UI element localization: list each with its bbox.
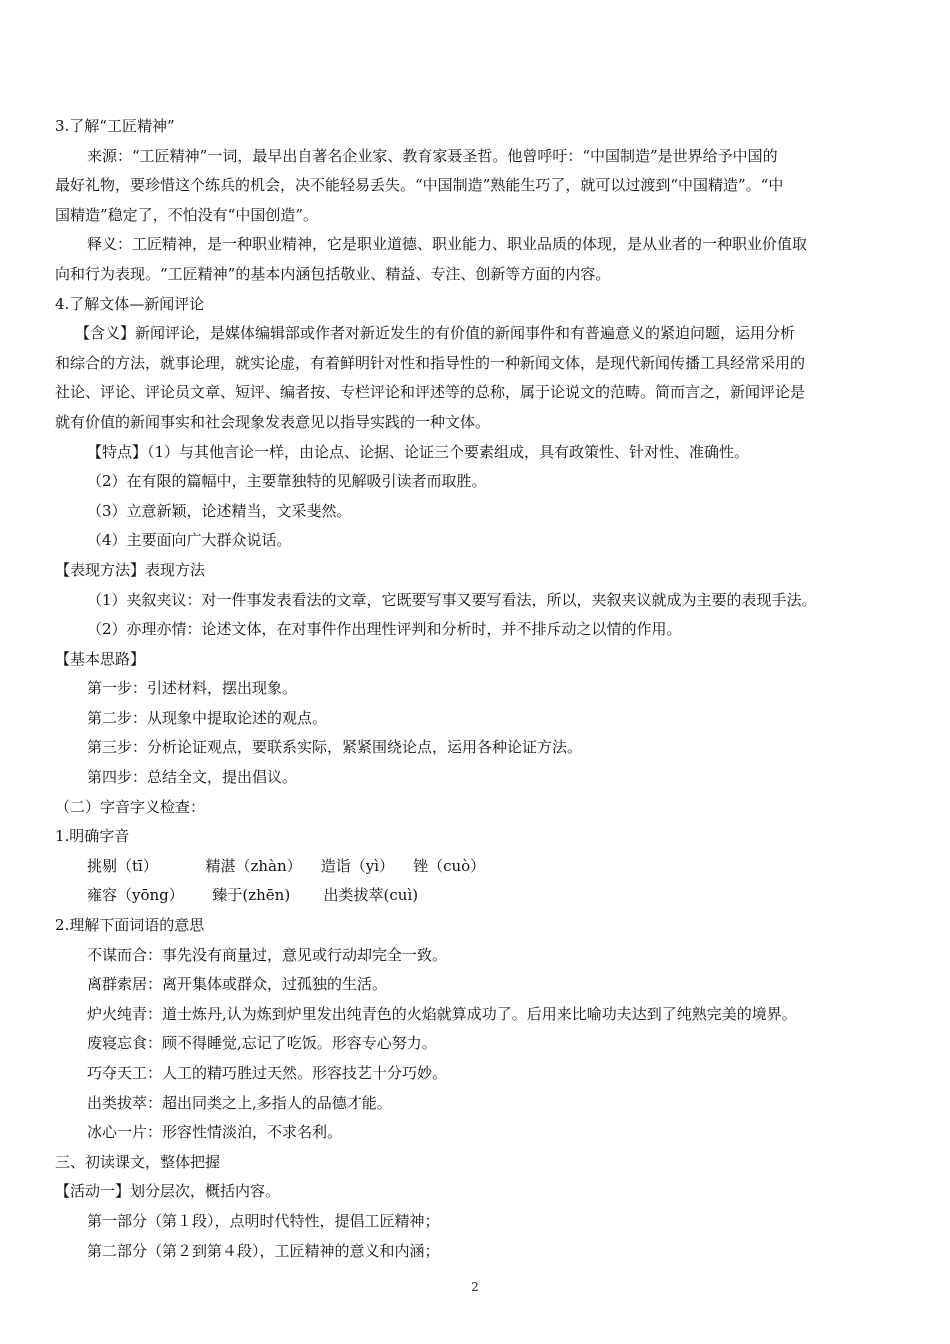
text-line: 挑剔（tī） 精湛（zhàn） 造诣（yì） 锉（cuò） bbox=[87, 856, 486, 875]
text-line: 社论、评论、评论员文章、短评、编者按、专栏评论和评述等的总称，属于论说文的范畴。简而言之，新闻评论是 bbox=[55, 383, 806, 402]
text-line: 不谋而合：事先没有商量过，意见或行动却完全一致。 bbox=[87, 945, 448, 964]
text-line: 2.理解下面词语的意思 bbox=[55, 916, 205, 935]
text-line: 第一部分（第１段），点明时代特性，提倡工匠精神； bbox=[87, 1211, 440, 1230]
text-line: （1）夹叙夹议：对一件事发表看法的文章，它既要写事又要写看法，所以，夹叙夹议就成为主要的表现手法。 bbox=[87, 590, 817, 609]
text-line: 冰心一片：形容性情淡泊，不求名利。 bbox=[87, 1123, 343, 1142]
text-line: 4.了解文体—新闻评论 bbox=[55, 294, 205, 313]
text-line: 【特点】（1）与其他言论一样，由论点、论据、论证三个要素组成，具有政策性、针对性、准确性。 bbox=[87, 442, 750, 461]
text-line: 炉火纯青：道士炼丹,认为炼到炉里发出纯青色的火焰就算成功了。后用来比喻功夫达到了纯熟完美的境界。 bbox=[87, 1004, 797, 1023]
text-line: 【活动一】划分层次，概括内容。 bbox=[55, 1182, 281, 1201]
text-line: 国精造”稳定了，不怕没有“中国创造”。 bbox=[55, 205, 319, 224]
text-line: （2）亦理亦情：论述文体，在对事件作出理性评判和分析时，并不排斥动之以情的作用。 bbox=[87, 620, 682, 639]
text-line: （二）字音字义检查： bbox=[55, 797, 206, 816]
text-line: 1.明确字音 bbox=[55, 827, 130, 846]
text-line: 最好礼物，要珍惜这个练兵的机会，决不能轻易丢失。“中国制造”熟能生巧了，就可以过渡到“中国精造”。“中 bbox=[55, 176, 784, 195]
text-line: 废寝忘食：顾不得睡觉,忘记了吃饭。形容专心努力。 bbox=[87, 1034, 437, 1053]
text-line: 向和行为表现。“工匠精神”的基本内涵包括敬业、精益、专注、创新等方面的内容。 bbox=[55, 264, 611, 283]
text-line: 三、初读课文，整体把握 bbox=[55, 1152, 221, 1171]
page-number: 2 bbox=[471, 1280, 479, 1294]
text-line: 巧夺天工：人工的精巧胜过天然。形容技艺十分巧妙。 bbox=[87, 1064, 448, 1082]
text-line: 第二部分（第２到第４段），工匠精神的意义和内涵； bbox=[87, 1241, 440, 1260]
text-line: 第四步：总结全文，提出倡议。 bbox=[87, 768, 298, 787]
text-line: 和综合的方法，就事论理，就实论虚，有着鲜明针对性和指导性的一种新闻文体，是现代新闻传播工具经常采用的 bbox=[55, 353, 806, 372]
document-body bbox=[55, 112, 898, 1266]
text-line: 【表现方法】表现方法 bbox=[55, 560, 206, 579]
text-line: （4）主要面向广大群众说话。 bbox=[87, 531, 292, 550]
text-line: 第一步：引述材料，摆出现象。 bbox=[87, 679, 298, 698]
text-line: 【基本思路】 bbox=[55, 649, 146, 668]
text-line: 出类拔萃：超出同类之上,多指人的品德才能。 bbox=[87, 1093, 392, 1112]
text-line: 释义：工匠精神，是一种职业精神，它是职业道德、职业能力、职业品质的体现，是从业者的一种职业价值取 bbox=[87, 235, 808, 254]
text-line: 来源：“工匠精神”一词，最早出自著名企业家、教育家聂圣哲。他曾呼吁：“中国制造”是世界给予中国的 bbox=[87, 146, 778, 165]
text-line: 【含义】新闻评论，是媒体编辑部或作者对新近发生的有价值的新闻事件和有普遍意义的紧迫问题，运用分析 bbox=[75, 324, 796, 343]
text-line: （3）立意新颖，论述精当，文采斐然。 bbox=[87, 501, 352, 520]
text-line: 第二步：从现象中提取论述的观点。 bbox=[87, 708, 328, 727]
text-line: 离群索居：离开集体或群众，过孤独的生活。 bbox=[87, 975, 388, 994]
text-line: 雍容（yōng） 臻于(zhēn) 出类拔萃(cuì) bbox=[87, 886, 419, 905]
text-line: （2）在有限的篇幅中，主要靠独特的见解吸引读者而取胜。 bbox=[87, 472, 487, 491]
text-line: 就有价值的新闻事实和社会现象发表意见以指导实践的一种文体。 bbox=[55, 412, 491, 431]
text-line: 第三步：分析论证观点，要联系实际，紧紧围绕论点，运用各种论证方法。 bbox=[87, 738, 583, 757]
text-line: 3.了解“工匠精神” bbox=[55, 117, 175, 135]
